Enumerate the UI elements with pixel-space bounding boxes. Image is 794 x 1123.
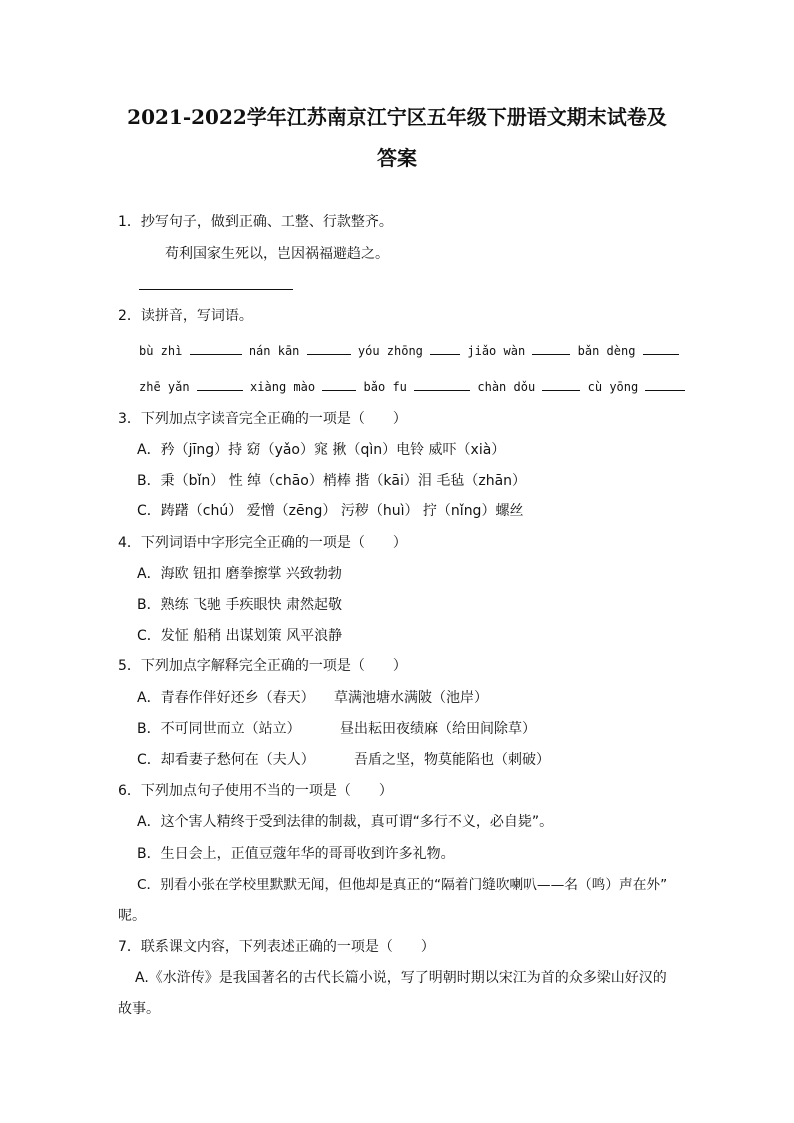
pinyin-item: zhē yǎn (139, 380, 190, 394)
pinyin-blank[interactable] (190, 342, 242, 355)
question-4-option-a[interactable]: A．海欧 钮扣 磨拳擦掌 兴致勃勃 (137, 566, 342, 582)
pinyin-blank[interactable] (430, 342, 460, 355)
pinyin-item: yóu zhōng (357, 344, 423, 358)
question-6-stem: 6．下列加点句子使用不当的一项是（ ） (118, 783, 393, 799)
question-3-option-c[interactable]: C．踌躇（chú） 爱憎（zēng） 污秽（huì） 拧（nǐng）螺丝 (137, 503, 524, 519)
pinyin-item: bù zhì (139, 344, 183, 358)
question-7-option-a-line2: 故事。 (118, 1001, 160, 1017)
pinyin-blank[interactable] (322, 378, 356, 391)
pinyin-item: xiàng mào (250, 380, 316, 394)
question-5-option-b-part2: 昼出耘田夜绩麻（给田间除草） (340, 721, 536, 737)
pinyin-item: chàn dǒu (477, 380, 536, 394)
pinyin-item: nán kān (248, 344, 300, 358)
question-6-option-a[interactable]: A．这个害人精终于受到法律的制裁，真可谓“多行不义，必自毙”。 (137, 814, 554, 830)
pinyin-blank[interactable] (643, 342, 679, 355)
pinyin-blank[interactable] (532, 342, 570, 355)
pinyin-blank[interactable] (414, 378, 470, 391)
pinyin-blank[interactable] (307, 342, 351, 355)
question-1-sentence: 苟利国家生死以，岂因祸福避趋之。 (165, 246, 389, 262)
question-5-option-a-part2: 草满池塘水满陂（池岸） (334, 690, 488, 706)
pinyin-row-1 (139, 342, 679, 359)
document-title-line1: 2021-2022学年江苏南京江宁区五年级下册语文期末试卷及 (127, 105, 667, 129)
question-2-stem: 2．读拼音，写词语。 (118, 308, 253, 324)
question-5-stem: 5．下列加点字解释完全正确的一项是（ ） (118, 658, 407, 674)
question-1-answer-line[interactable] (139, 289, 293, 290)
question-1-stem: 1．抄写句子，做到正确、工整、行款整齐。 (118, 214, 393, 230)
pinyin-item: jiǎo wàn (467, 344, 526, 358)
question-3-option-b[interactable]: B．秉（bǐn） 性 绰（chāo）梢棒 揩（kāi）泪 毛毡（zhān） (137, 473, 527, 489)
question-3-stem: 3．下列加点字读音完全正确的一项是（ ） (118, 411, 407, 427)
document-title-line2: 答案 (377, 146, 417, 170)
pinyin-item: cù yōng (587, 380, 639, 394)
pinyin-blank[interactable] (197, 378, 243, 391)
pinyin-item: bǎn dèng (577, 344, 636, 358)
question-4-option-b[interactable]: B．熟练 飞驰 手疾眼快 肃然起敬 (137, 597, 342, 613)
pinyin-row-2 (139, 378, 685, 395)
question-5-option-a-part1[interactable]: A．青春作伴好还乡（春天） (137, 690, 315, 706)
question-4-stem: 4．下列词语中字形完全正确的一项是（ ） (118, 535, 407, 551)
question-6-option-c-line1[interactable]: C．别看小张在学校里默默无闻，但他却是真正的“隔着门缝吹喇叭——名（鸣）声在外” (137, 877, 668, 893)
question-7-stem: 7．联系课文内容，下列表述正确的一项是（ ） (118, 939, 435, 955)
question-5-option-c-part2: 吾盾之坚，物莫能陷也（刺破） (354, 752, 550, 768)
question-7-option-a-line1[interactable]: A.《水浒传》是我国著名的古代长篇小说，写了明朝时期以宋江为首的众多梁山好汉的 (135, 970, 667, 986)
question-5-option-c-part1[interactable]: C．却看妻子愁何在（夫人） (137, 752, 315, 768)
question-6-option-b[interactable]: B．生日会上，正值豆蔻年华的哥哥收到许多礼物。 (137, 846, 455, 862)
pinyin-blank[interactable] (542, 378, 580, 391)
question-3-option-a[interactable]: A．矜（jīng）持 窈（yǎo）窕 揪（qìn）电铃 威吓（xià） (137, 442, 506, 458)
question-4-option-c[interactable]: C．发怔 船稍 出谋划策 风平浪静 (137, 628, 343, 644)
question-5-option-b-part1[interactable]: B．不可同世而立（站立） (137, 721, 301, 737)
question-6-option-c-line2: 呢。 (118, 908, 146, 924)
pinyin-blank[interactable] (645, 378, 685, 391)
pinyin-item: bǎo fu (363, 380, 407, 394)
